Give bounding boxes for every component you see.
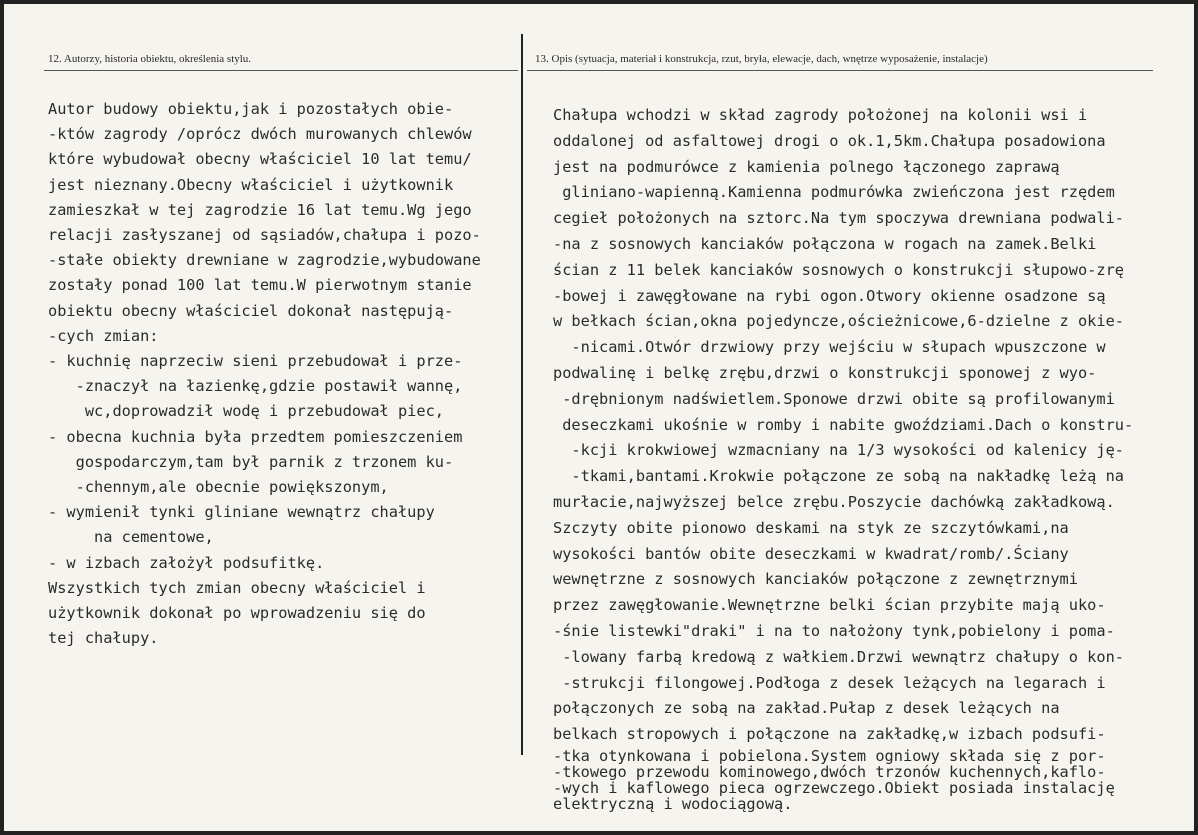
text-line: -wych i kaflowego pieca ogrzewczego.Obiekt posiada instalację [553,778,1115,797]
text-line: użytkownik dokonał po wprowadzeniu się do [48,604,426,623]
text-line: jest nieznany.Obecny właściciel i użytkownik [48,175,454,194]
text-line: belkach stropowych i połączone na zakładkę,w izbach podsufi- [553,725,1106,744]
text-line: gliniano-wapienną.Kamienna podmurówka zwieńczona jest rzędem [553,183,1115,202]
text-line: Chałupa wchodzi w skład zagrody położonej na kolonii wsi i [553,106,1088,124]
text-line: -znaczył na łazienkę,gdzie postawił wannę, [48,377,463,396]
text-line: Wszystkich tych zmian obecny właściciel i [48,578,426,597]
description-text [553,103,1133,812]
authors-history-text [48,97,481,651]
text-line: - wymienił tynki gliniane wewnątrz chałupy [48,503,435,522]
right-header-rule [527,70,1153,71]
text-line: -tkowego przewodu kominowego,dwóch trzonów kuchennych,kaflo- [553,762,1106,781]
text-line: -strukcji filongowej.Podłoga z desek leżących na legarach i [553,673,1106,692]
column-divider [521,34,523,755]
section-13-header: 13. Opis (sytuacja, materiał i konstrukcja, rzut, bryła, elewacje, dach, wnętrze wyposażenie, instalacje) [535,53,988,65]
text-line: przez zawęgłowanie.Wewnętrzne belki ścian przybite mają uko- [553,596,1106,615]
text-line: obiektu obecny właściciel dokonał następują- [48,301,454,320]
text-line: wc,doprowadził wodę i przebudował piec, [48,402,445,421]
text-line: na cementowe, [48,528,214,547]
text-line: podwalinę i belkę zrębu,drzwi o konstrukcji sponowej z wyo- [553,363,1097,382]
text-line: -któw zagrody /oprócz dwóch murowanych chlewów [48,125,472,144]
text-line: -cych zmian: [48,326,159,345]
text-line: -tkami,bantami.Krokwie połączone ze sobą na nakładkę leżą na [553,467,1124,486]
text-line: deseczkami ukośnie w romby i nabite gwoździami.Dach o konstru- [553,415,1134,434]
text-line: jest na podmurówce z kamienia polnego łączonego zaprawą [553,157,1060,176]
text-line: oddalonej od asfaltowej drogi o ok.1,5km.Chałupa posadowiona [553,131,1106,150]
text-line: -bowej i zawęgłowane na rybi ogon.Otwory okienne osadzone są [553,286,1106,305]
text-line: -lowany farbą kredową z wałkiem.Drzwi wewnątrz chałupy o kon- [553,647,1124,666]
text-line: Szczyty obite pionowo deskami na styk ze szczytówkami,na [553,518,1069,537]
text-line: Autor budowy obiektu,jak i pozostałych obie- [48,100,454,118]
text-line: gospodarczym,tam był parnik z trzonem ku- [48,452,454,471]
text-line: -stałe obiekty drewniane w zagrodzie,wybudowane [48,251,481,270]
text-line: - w izbach założył podsufitkę. [48,553,325,572]
text-line: wysokości bantów obite deseczkami w kwadrat/romb/.Ściany [553,544,1069,563]
text-line: elektryczną i wodociągową. [553,794,793,813]
text-line: -drębnionym nadświetlem.Sponowe drzwi obite są profilowanymi [553,389,1115,408]
text-line: -nicami.Otwór drzwiowy przy wejściu w słupach wpuszczone w [553,338,1106,357]
text-line: -kcji krokwiowej wzmacniany na 1/3 wysokości od kalenicy ję- [553,441,1124,460]
document-sheet [4,4,1194,831]
text-line: -tka otynkowana i pobielona.System ogniowy składa się z por- [553,746,1106,765]
text-line: - kuchnię naprzeciw sieni przebudował i prze- [48,352,463,371]
text-line: zostały ponad 100 lat temu.W pierwotnym stanie [48,276,472,295]
text-line: połączonych ze sobą na zakład.Pułap z desek leżących na [553,699,1060,718]
text-line: zamieszkał w tej zagrodzie 16 lat temu.Wg jego [48,200,472,219]
text-line: - obecna kuchnia była przedtem pomieszczeniem [48,427,463,446]
text-line: -śnie listewki"draki" i na to nałożony tynk,pobielony i poma- [553,621,1115,640]
text-line: -chennym,ale obecnie powiększonym, [48,478,389,497]
text-line: które wybudował obecny właściciel 10 lat temu/ [48,150,472,169]
text-line: wewnętrzne z sosnowych kanciaków połączone z zewnętrznymi [553,570,1078,589]
section-12-header: 12. Autorzy, historia obiektu, określenia stylu. [48,53,252,65]
text-line: tej chałupy. [48,629,159,648]
text-line: ścian z 11 belek kanciaków sosnowych o konstrukcji słupowo-zrę [553,260,1124,279]
text-line: -na z sosnowych kanciaków połączona w rogach na zamek.Belki [553,234,1097,253]
text-line: w bełkach ścian,okna pojedyncze,ościeżnicowe,6-dzielne z okie- [553,312,1124,331]
text-line: cegieł położonych na sztorc.Na tym spoczywa drewniana podwali- [553,209,1124,228]
left-header-rule [44,70,518,71]
text-line: relacji zasłyszanej od sąsiadów,chałupa i pozo- [48,226,481,245]
text-line: murłacie,najwyższej belce zrębu.Poszycie dachówką zakładkową. [553,492,1115,511]
